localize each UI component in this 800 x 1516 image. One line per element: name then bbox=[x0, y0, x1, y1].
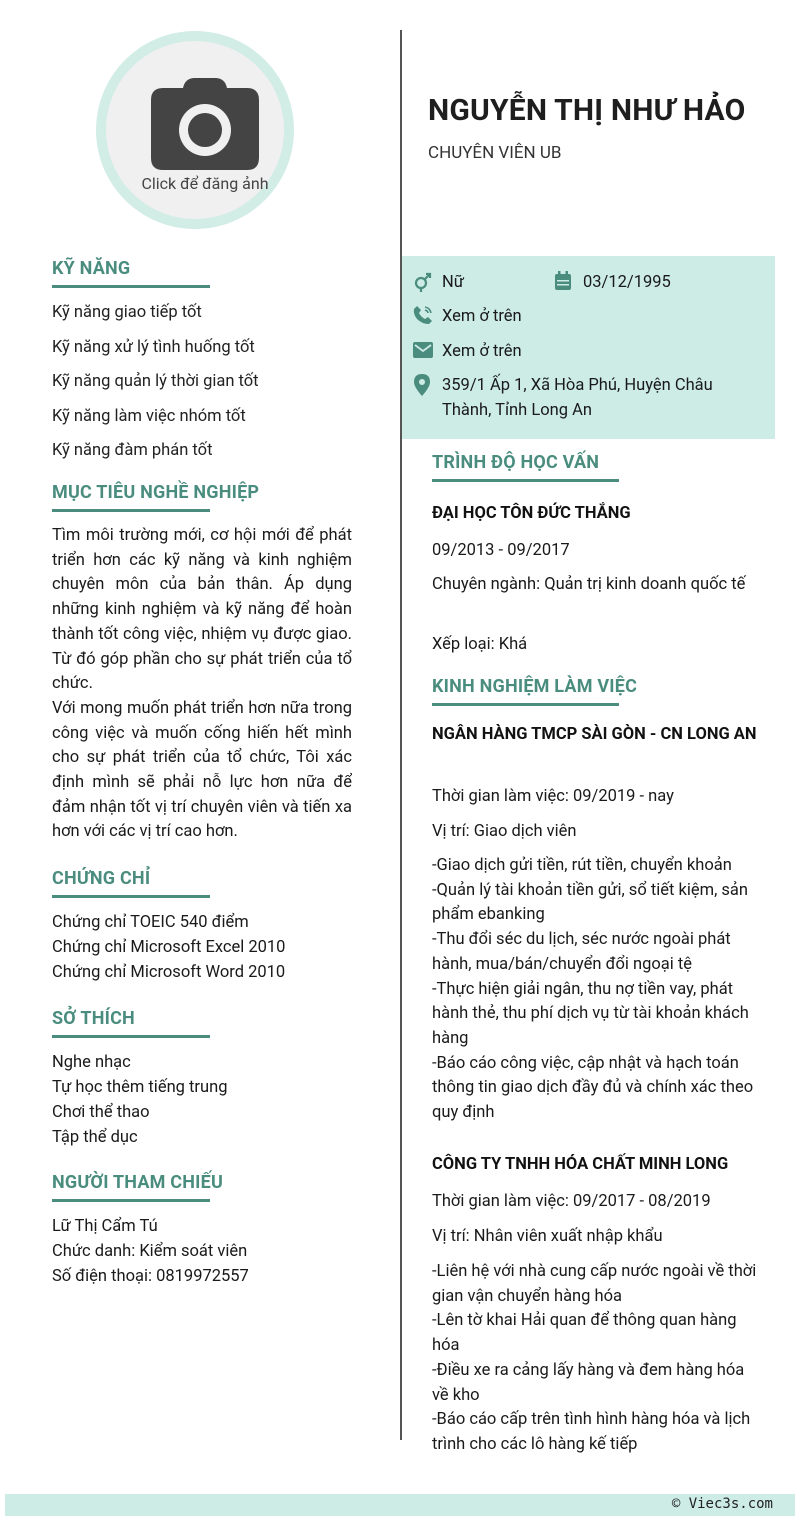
column-divider bbox=[400, 30, 402, 1440]
references-title: NGƯỜI THAM CHIẾU bbox=[52, 1172, 224, 1193]
reference-position: Chức danh: Kiểm soát viên bbox=[52, 1242, 248, 1261]
job-duty: -Điều xe ra cảng lấy hàng và đem hàng hóa về kho bbox=[432, 1360, 745, 1405]
hobbies-title: SỞ THÍCH bbox=[52, 1008, 135, 1029]
references-underline bbox=[52, 1199, 210, 1202]
candidate-role: CHUYÊN VIÊN UB bbox=[428, 143, 562, 163]
phone-icon bbox=[413, 305, 433, 325]
avatar-upload-label: Click để đăng ảnh bbox=[141, 174, 269, 193]
job-duty: -Thu đổi séc du lịch, séc nước ngoài phát hành, mua/bán/chuyển đổi ngoại tệ bbox=[432, 930, 731, 974]
skills-underline bbox=[52, 285, 210, 288]
skills-title: KỸ NĂNG bbox=[52, 258, 131, 279]
job-period: Thời gian làm việc: 09/2019 - nay bbox=[432, 787, 674, 806]
skill-item: Kỹ năng xử lý tình huống tốt bbox=[52, 338, 255, 357]
experience-section bbox=[432, 676, 762, 706]
job-position: Vị trí: Nhân viên xuất nhập khẩu bbox=[432, 1227, 663, 1246]
footer-bar bbox=[5, 1494, 795, 1516]
hobbies-underline bbox=[52, 1035, 210, 1038]
job-duty: -Báo cáo công việc, cập nhật và hạch toán thông tin giao dịch đầy đủ và chính xác theo quy định bbox=[432, 1053, 754, 1123]
education-underline bbox=[432, 479, 619, 482]
birthday-value: 03/12/1995 bbox=[583, 273, 671, 292]
references-list bbox=[52, 1214, 352, 1289]
calendar-icon bbox=[554, 271, 572, 291]
objective-text bbox=[52, 524, 352, 845]
certificates-list bbox=[52, 910, 352, 985]
skill-item: Kỹ năng quản lý thời gian tốt bbox=[52, 372, 259, 391]
email-icon bbox=[413, 342, 433, 358]
certificate-item: Chứng chỉ Microsoft Excel 2010 bbox=[52, 938, 286, 957]
avatar-inner bbox=[106, 41, 284, 219]
education-section bbox=[432, 452, 762, 482]
education-grade: Xếp loại: Khá bbox=[432, 635, 528, 654]
education-school: ĐẠI HỌC TÔN ĐỨC THẮNG bbox=[432, 504, 631, 523]
location-icon bbox=[414, 374, 430, 396]
education-title: TRÌNH ĐỘ HỌC VẤN bbox=[432, 452, 600, 473]
certificates-title: CHỨNG CHỈ bbox=[52, 868, 151, 889]
gender-value: Nữ bbox=[442, 273, 464, 292]
skill-item: Kỹ năng giao tiếp tốt bbox=[52, 303, 202, 322]
hobby-item: Tập thể dục bbox=[52, 1128, 138, 1147]
experience-underline bbox=[432, 703, 619, 706]
address-line: Thành, Tỉnh Long An bbox=[442, 401, 592, 420]
hobby-item: Tự học thêm tiếng trung bbox=[52, 1078, 228, 1097]
certificate-item: Chứng chỉ TOEIC 540 điểm bbox=[52, 913, 249, 932]
job-duty: -Quản lý tài khoản tiền gửi, sổ tiết kiệm, sản phẩm ebanking bbox=[432, 880, 749, 925]
email-value: Xem ở trên bbox=[442, 342, 522, 361]
references-section bbox=[52, 1172, 352, 1202]
hobby-item: Chơi thể thao bbox=[52, 1103, 150, 1122]
skill-item: Kỹ năng làm việc nhóm tốt bbox=[52, 407, 246, 426]
job-company: NGÂN HÀNG TMCP SÀI GÒN - CN LONG AN bbox=[432, 725, 757, 744]
phone-value: Xem ở trên bbox=[442, 307, 522, 326]
hobbies-section bbox=[52, 1008, 352, 1038]
job-period: Thời gian làm việc: 09/2017 - 08/2019 bbox=[432, 1192, 711, 1211]
certificate-item: Chứng chỉ Microsoft Word 2010 bbox=[52, 963, 286, 982]
objective-paragraph: Tìm môi trường mới, cơ hội mới để phát triển hơn các kỹ năng và kinh nghiệm chuyên môn của bản thân. Áp dụng những kinh nghiệm và kỹ năng để hoàn thành tốt công việc, nhiệm vụ được giao. Từ đó góp phần cho sự phát triển của tổ chức. bbox=[52, 526, 352, 694]
objective-paragraph: Với mong muốn phát triển hơn nữa trong công việc và muốn cống hiến hết mình cho sự phát triển của tổ chức, Tôi xác định mình sẽ phải nỗ lực hơn nữa để đảm nhận tốt vị trí chuyên viên và tiến xa hơn với các vị trí cao hơn. bbox=[52, 698, 352, 842]
job-duties bbox=[432, 1260, 762, 1458]
skill-item: Kỹ năng đàm phán tốt bbox=[52, 441, 213, 460]
education-major: Chuyên ngành: Quản trị kinh doanh quốc tế bbox=[432, 575, 746, 594]
reference-name: Lữ Thị Cẩm Tú bbox=[52, 1217, 158, 1236]
objective-section bbox=[52, 482, 352, 512]
job-duty: -Báo cáo cấp trên tình hình hàng hóa và lịch trình cho các lô hàng kế tiếp bbox=[432, 1410, 751, 1454]
education-period: 09/2013 - 09/2017 bbox=[432, 541, 570, 560]
skills-list bbox=[52, 303, 352, 473]
hobby-item: Nghe nhạc bbox=[52, 1053, 131, 1072]
footer-copyright[interactable]: © Viec3s.com bbox=[671, 1496, 773, 1512]
address-line: 359/1 Ấp 1, Xã Hòa Phú, Huyện Châu bbox=[442, 376, 713, 395]
objective-title: MỤC TIÊU NGHỀ NGHIỆP bbox=[52, 482, 260, 503]
job-duty: -Lên tờ khai Hải quan để thông quan hàng hóa bbox=[432, 1311, 737, 1356]
camera-icon bbox=[151, 76, 259, 172]
contact-panel bbox=[402, 256, 775, 439]
job-duty: -Giao dịch gửi tiền, rút tiền, chuyển khoản bbox=[432, 856, 732, 875]
avatar-upload[interactable] bbox=[96, 31, 294, 229]
gender-icon bbox=[413, 272, 433, 292]
skills-section bbox=[52, 258, 352, 288]
hobbies-list bbox=[52, 1050, 352, 1150]
job-duties bbox=[432, 854, 762, 1126]
objective-underline bbox=[52, 509, 210, 512]
job-duty: -Thực hiện giải ngân, thu nợ tiền vay, phát hành thẻ, thu phí dịch vụ từ tài khoản khách hàng bbox=[432, 979, 749, 1048]
job-position: Vị trí: Giao dịch viên bbox=[432, 822, 577, 841]
candidate-name: NGUYỄN THỊ NHƯ HẢO bbox=[428, 93, 746, 128]
job-company: CÔNG TY TNHH HÓA CHẤT MINH LONG bbox=[432, 1155, 729, 1174]
certificates-underline bbox=[52, 895, 210, 898]
reference-phone: Số điện thoại: 0819972557 bbox=[52, 1267, 249, 1286]
experience-title: KINH NGHIỆM LÀM VIỆC bbox=[432, 676, 638, 697]
job-duty: -Liên hệ với nhà cung cấp nước ngoài về thời gian vận chuyển hàng hóa bbox=[432, 1262, 757, 1306]
certificates-section bbox=[52, 868, 352, 898]
